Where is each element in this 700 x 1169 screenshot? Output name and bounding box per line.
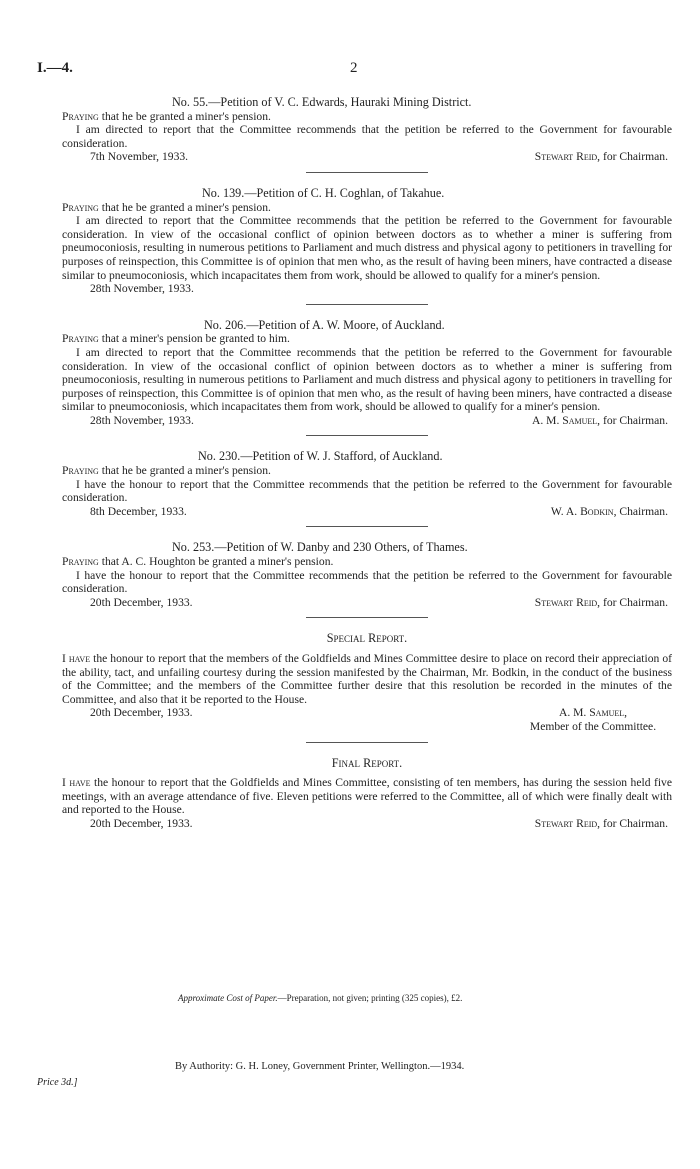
report-date: 7th November, 1933. <box>90 150 189 164</box>
signatory-name: Stewart Reid <box>534 150 598 164</box>
final-report-lead: I have <box>62 776 91 790</box>
report-text: I am directed to report that the Committee recommends that the petition be referred to the Government for favourable consideration. In view of the occasional conflict of opinion between doctors as to whether a miner is suffering from pneumoconiosis, resulting in numerous petitions to Parliament and much distress and physical agony to petitioners in travelling for purposes of reinspection, this Committee is of opinion that men who, as the result of having been miners, have contracted a disease similar to pneumoconiosis, which incapacitates them from work, should be allowed to qualify for a miner's pension. <box>62 345 672 414</box>
cost-text: —Preparation, not given; printing (325 copies), £2. <box>277 993 463 1003</box>
date-signature <box>62 150 672 164</box>
petition-230 <box>62 450 672 518</box>
signatory-name: W. A. Bodkin <box>550 504 614 518</box>
date-signature <box>62 282 672 296</box>
page-number: 2 <box>350 60 358 76</box>
prayer-lead: Praying <box>62 332 99 346</box>
special-report-lead: I have <box>62 652 91 665</box>
prayer-text: that A. C. Houghton be granted a miner's pension. <box>98 555 334 569</box>
prayer-text: that he be granted a miner's pension. <box>98 200 271 214</box>
petition-title: No. 230.—Petition of W. J. Stafford, of Auckland. <box>198 449 443 464</box>
signatory-role: , for Chairman. <box>597 595 668 609</box>
prayer <box>62 464 672 478</box>
date-signature <box>62 706 672 733</box>
signatory-role: , for Chairman. <box>597 816 668 830</box>
report-date: 28th November, 1933. <box>90 413 194 427</box>
report-text: I have the honour to report that the Committee recommends that the petition be referred to the Government for favourable consideration. <box>62 477 672 505</box>
prayer <box>62 201 672 215</box>
petition-title: No. 55.—Petition of V. C. Edwards, Hauraki Mining District. <box>172 95 472 109</box>
series-number: I.—4. <box>37 60 73 76</box>
petition-206 <box>62 319 672 428</box>
signatory-role: , for Chairman. <box>597 150 668 164</box>
report-date: 20th December, 1933. <box>90 595 193 609</box>
report-date: 20th December, 1933. <box>90 816 193 830</box>
prayer-text: that he be granted a miner's pension. <box>98 109 271 123</box>
date-signature <box>62 817 672 831</box>
report-date: 8th December, 1933. <box>90 504 187 518</box>
report-date: 28th November, 1933. <box>90 282 194 296</box>
prayer-lead: Praying <box>62 555 99 569</box>
prayer <box>62 555 672 569</box>
special-report-text <box>62 652 672 706</box>
signatory-role: , Chairman. <box>613 504 668 518</box>
report-text: I have the honour to report that the Committee recommends that the petition be referred to the Government for favourable consideration. <box>62 568 672 596</box>
prayer-text: that a miner's pension be granted to him. <box>98 332 290 346</box>
signatory-name: A. M. Samuel, <box>558 706 628 720</box>
section-divider <box>306 435 428 436</box>
final-report-text <box>62 776 672 817</box>
signatory-name: Stewart Reid <box>534 595 598 609</box>
petition-253 <box>62 541 672 609</box>
main-column <box>62 96 672 831</box>
final-report-title: Final Report. <box>331 755 403 770</box>
prayer <box>62 332 672 346</box>
final-report <box>62 757 672 831</box>
date-signature <box>62 414 672 428</box>
section-divider <box>306 742 428 743</box>
final-report-body: the honour to report that the Goldfields and Mines Committee, consisting of ten members, has during the session held five meetings, with an average attendance of five. Eleven petitions were referred to the Committee, all of which were finally dealt with and reported to the House. <box>62 776 672 817</box>
date-signature <box>62 596 672 610</box>
petition-title: No. 253.—Petition of W. Danby and 230 Others, of Thames. <box>172 540 468 555</box>
prayer-lead: Praying <box>62 109 99 123</box>
signatory-role: Member of the Committee. <box>529 719 657 733</box>
cost-label: Approximate Cost of Paper. <box>178 993 278 1003</box>
signatory-name: A. M. Samuel <box>531 413 598 427</box>
date-signature <box>62 505 672 519</box>
section-divider <box>306 617 428 618</box>
section-divider <box>306 304 428 305</box>
prayer-lead: Praying <box>62 464 99 478</box>
prayer-text: that he be granted a miner's pension. <box>98 464 271 478</box>
report-text: I am directed to report that the Committee recommends that the petition be referred to the Government for favourable consideration. <box>62 123 672 150</box>
signatory-role: , for Chairman. <box>597 413 668 427</box>
section-divider <box>306 526 428 527</box>
special-report <box>62 632 672 733</box>
prayer-lead: Praying <box>62 200 99 214</box>
report-text: I am directed to report that the Committee recommends that the petition be referred to the Government for favourable consideration. In view of the occasional conflict of opinion between doctors as to whether a miner is suffering from pneumoconiosis, resulting in numerous petitions to Parliament and much distress and physical agony to petitioners in travelling for purposes of reinspection, this Committee is of opinion that men who, as the result of having been miners, have contracted a disease similar to pneumoconiosis, which incapacitates them from work, should be allowed to qualify for a miner's pension. <box>62 214 672 282</box>
petition-title: No. 139.—Petition of C. H. Coghlan, of Takahue. <box>202 185 445 200</box>
petition-55 <box>62 96 672 164</box>
petition-title: No. 206.—Petition of A. W. Moore, of Auckland. <box>204 317 445 332</box>
price-note: Price 3d.] <box>37 1077 78 1088</box>
special-report-body: the honour to report that the members of the Goldfields and Mines Committee desire to place on record their appreciation of the ability, tact, and unfailing courtesy during the session manifested by the Chairman, Mr. Bodkin, in the conduct of the business of the Committee; and the members of the Committee further desire that this resolution be recorded in the minutes of the Committee, and also that it be reported to the House. <box>62 652 672 706</box>
cost-note <box>178 993 462 1003</box>
prayer <box>62 110 672 124</box>
special-report-title: Special Report. <box>326 631 408 646</box>
signatory-name: Stewart Reid <box>534 816 598 830</box>
petition-139 <box>62 187 672 296</box>
section-divider <box>306 172 428 173</box>
printer-authority: By Authority: G. H. Loney, Government Printer, Wellington.—1934. <box>175 1061 465 1072</box>
report-date: 20th December, 1933. <box>90 706 193 720</box>
